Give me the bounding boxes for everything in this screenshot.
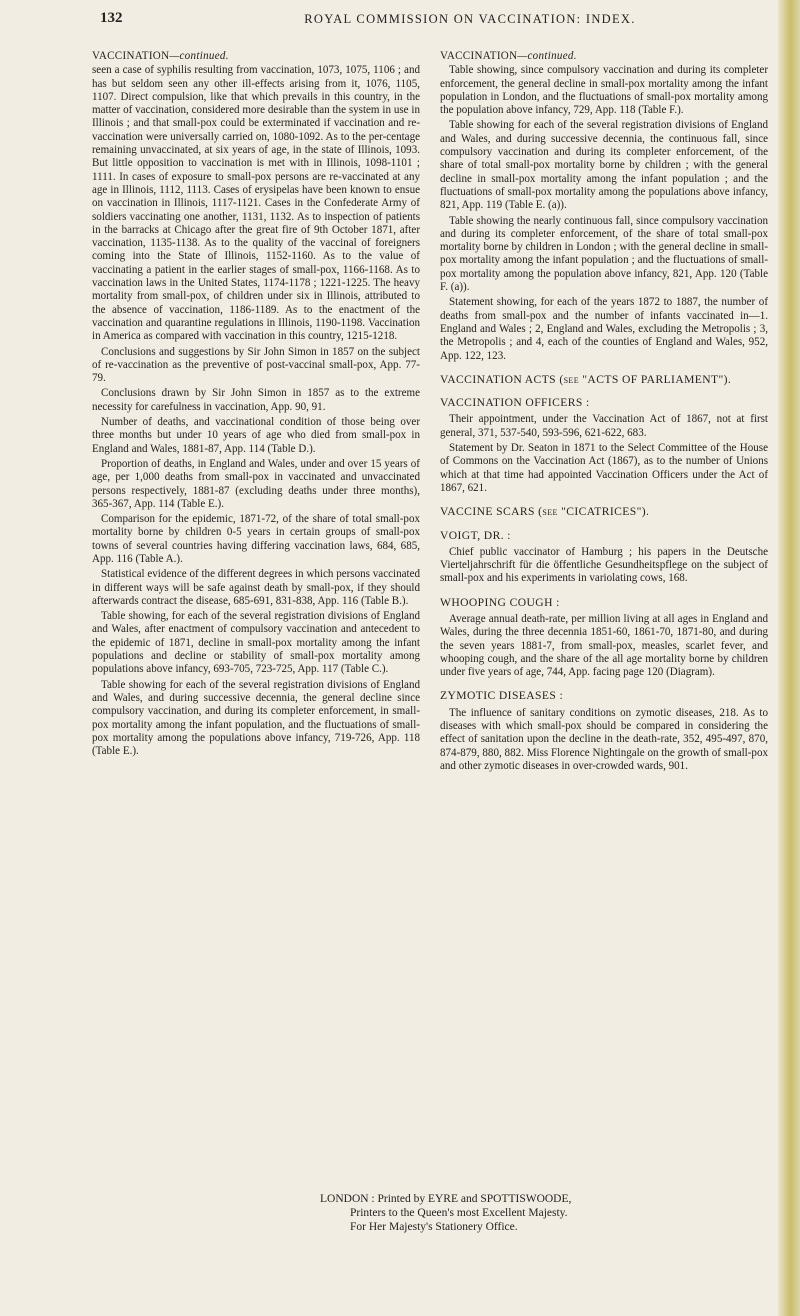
running-head: ROYAL COMMISSION ON VACCINATION: INDEX.	[304, 12, 636, 26]
index-paragraph: Proportion of deaths, in England and Wales, under and over 15 years of age, per 1,000 deaths from small-pox in vaccinated and unvaccinated persons respectively, 1881-87 (excluding deaths under three months), 365-367, App. 114 (Table E.).	[92, 457, 420, 510]
index-paragraph: seen a case of syphilis resulting from vaccination, 1073, 1075, 1106 ; and has but seldom seen any other ill-effects arising from it, 1076, 1105, 1107. Direct compulsion, like that which prevails in this country, in the matter of vaccination, considered more desirable than the system in use in Illinois ; and that small-pox could be exterminated if vaccination and re-vaccination were universally carried on, 1080-1092. As to the per-centage remaining unvaccinated, at six years of age, in the state of Illinois, 1093. But little opposition to vaccination is met with in Illinois, 1098-1101 ; 1111. In cases of exposure to small-pox persons are re-vaccinated at any age in Illinois, 1112, 1113. Cases of erysipelas have been known to ensue on vaccination in Illinois, 1117-1121. Cases in the Confederate Army of soldiers vaccinating one another, 1131, 1132. As to inspection of patients in the barracks at Chicago after the great fire of 9th October 1871, after vaccination, 1135-1138. As to the quality of the vaccinal of foreigners coming into the State of Illinois, 1152-1160. As to the value of vaccinating a patient in the earlier stages of small-pox, 1166-1168. As to vaccination laws in the United States, 1174-1178 ; 1221-1225. The heavy mortality from small-pox, of children under six in Illinois, attributed to the absence of vaccination, 1186-1189. As to the enactment of the vaccination and quarantine regulations in Illinois, 1190-1198. Vaccination in America as compared with vaccination in this country, 1215-1218.	[92, 64, 420, 343]
imprint-line-1: LONDON : Printed by EYRE and SPOTTISWOODE,	[320, 1193, 572, 1205]
entry-heading-zymotic-diseases: ZYMOTIC DISEASES :	[440, 689, 564, 703]
imprint-line-3: For Her Majesty's Stationery Office.	[350, 1221, 518, 1233]
continued-heading-word: VACCINATION	[92, 50, 170, 62]
index-paragraph: Table showing, for each of the several registration divisions of England and Wales, after enactment of compulsory vaccination and antecedent to the epidemic of 1871, decline in small-pox mortality among the infant populations and decline or stability of small-pox mortality among populations above infancy, 693-705, 723-725, App. 117 (Table C.).	[92, 610, 420, 676]
index-paragraph: Comparison for the epidemic, 1871-72, of the share of total small-pox mortality borne by children 0-5 years in certain groups of small-pox towns of several countries having differing vaccination laws, 684, 685, App. 116 (Table A.).	[92, 513, 420, 565]
index-paragraph: Conclusions and suggestions by Sir John Simon in 1857 on the subject of re-vaccination as the preventive of post-vaccinal small-pox, App. 77-79.	[92, 345, 420, 385]
entry-heading-vaccination-officers: VACCINATION OFFICERS :	[440, 396, 590, 410]
right-column	[440, 50, 768, 775]
index-paragraph: Table showing, since compulsory vaccination and during its completer enforcement, the general decline in small-pox mortality among the infant population in London, and the fluctuations of small-pox mortality among the population above infancy, 729, App. 118 (Table F.).	[440, 64, 768, 117]
index-paragraph: Statement showing, for each of the years 1872 to 1887, the number of deaths from small-pox and the number of infants vaccinated in—1. England and Wales ; 2, England and Wales, excluding the Metropolis ; 3, the Metropolis ; and 4, each of the counties of England and Wales, 952, App. 122, 123.	[440, 296, 768, 362]
index-paragraph: Number of deaths, and vaccinational condition of those being over three months but under 10 years of age who died from small-pox in England and Wales, 1881-87, App. 114 (Table D.).	[92, 416, 420, 455]
index-paragraph: Their appointment, under the Vaccination Act of 1867, not at first general, 371, 537-540, 593-596, 621-622, 683.	[440, 413, 768, 439]
entry-heading-voigt: VOIGT, DR. :	[440, 528, 511, 542]
index-paragraph: Table showing the nearly continuous fall, since compulsory vaccination and during its completer enforcement, of the share of total small-pox mortality borne by children in London ; with the general decline in small-pox mortality among the infant population ; and the fluctuations of small-pox mortality among the population above infancy, 821, App. 120 (Table F. (a)).	[440, 214, 768, 294]
page-number: 132	[100, 10, 123, 26]
entry-heading-whooping-cough: WHOOPING COUGH :	[440, 595, 560, 609]
index-paragraph: Average annual death-rate, per million living at all ages in England and Wales, during the three decennia 1851-60, 1861-70, 1871-80, and during the seven years 1881-7, from small-pox, measles, scarlet fever, and whooping cough, and the share of the all age mortality borne by children under five years of age, 744, App. facing page 120 (Diagram).	[440, 612, 768, 679]
left-column	[92, 50, 420, 760]
index-paragraph: Statistical evidence of the different degrees in which persons vaccinated in different ways will be safe against death by small-pox, if they should afterwards contract the disease, 685-691, 831-838, App. 116 (Table B.).	[92, 568, 420, 607]
continued-suffix: —continued.	[169, 50, 229, 62]
page-edge-binding	[778, 0, 800, 1316]
imprint-line-2: Printers to the Queen's most Excellent Majesty.	[350, 1207, 568, 1219]
index-paragraph: Conclusions drawn by Sir John Simon in 1857 as to the extreme necessity for carefulness in vaccination, App. 90, 91.	[92, 387, 420, 413]
index-paragraph: Table showing for each of the several registration divisions of England and Wales, and during successive decennia, the continuous fall, since compulsory vaccination and during its completer enforcement, of the share of total small-pox mortality borne by children ; with the general decline in small-pox mortality among the infant population ; and the fluctuations of small-pox mortality among the populations above infancy, 821, App. 119 (Table E. (a)).	[440, 119, 768, 212]
continued-suffix: —continued.	[517, 50, 577, 62]
page-header	[100, 10, 770, 32]
continued-heading	[440, 50, 768, 63]
index-paragraph: Chief public vaccinator of Hamburg ; his papers in the Deutsche Vierteljahrschrift für die öffentliche Gesundheitspflege on the subject of small-pox and his experiments in variolating cows, 168.	[440, 545, 768, 585]
entry-heading-vaccine-scars: VACCINE SCARS (see "CICATRICES").	[440, 505, 650, 519]
index-paragraph: The influence of sanitary conditions on zymotic diseases, 218. As to diseases with which small-pox should be compared in considering the effect of sanitation upon the decline in the death-rate, 352, 495-497, 870, 874-879, 880, 882. Miss Florence Nightingale on the growth of small-pox and other zymotic diseases in over-crowded wards, 901.	[440, 706, 768, 772]
printer-imprint	[320, 1192, 620, 1234]
entry-heading-vaccination-acts: VACCINATION ACTS (see "ACTS OF PARLIAMENT").	[440, 372, 732, 386]
continued-heading-word: VACCINATION	[440, 50, 518, 62]
continued-heading	[92, 50, 420, 63]
index-paragraph: Statement by Dr. Seaton in 1871 to the Select Committee of the House of Commons on the Vaccination Act (1867), as to the number of Unions which at that time had appointed Vaccination Officers under the Act of 1867, 621.	[440, 442, 768, 494]
index-paragraph: Table showing for each of the several registration divisions of England and Wales, and during successive decennia, the general decline since compulsory vaccination, and during its completer enforcement, in small-pox mortality among the infant population, and the fluctuations of small-pox mortality among the populations above infancy, 719-726, App. 118 (Table E.).	[92, 678, 420, 758]
